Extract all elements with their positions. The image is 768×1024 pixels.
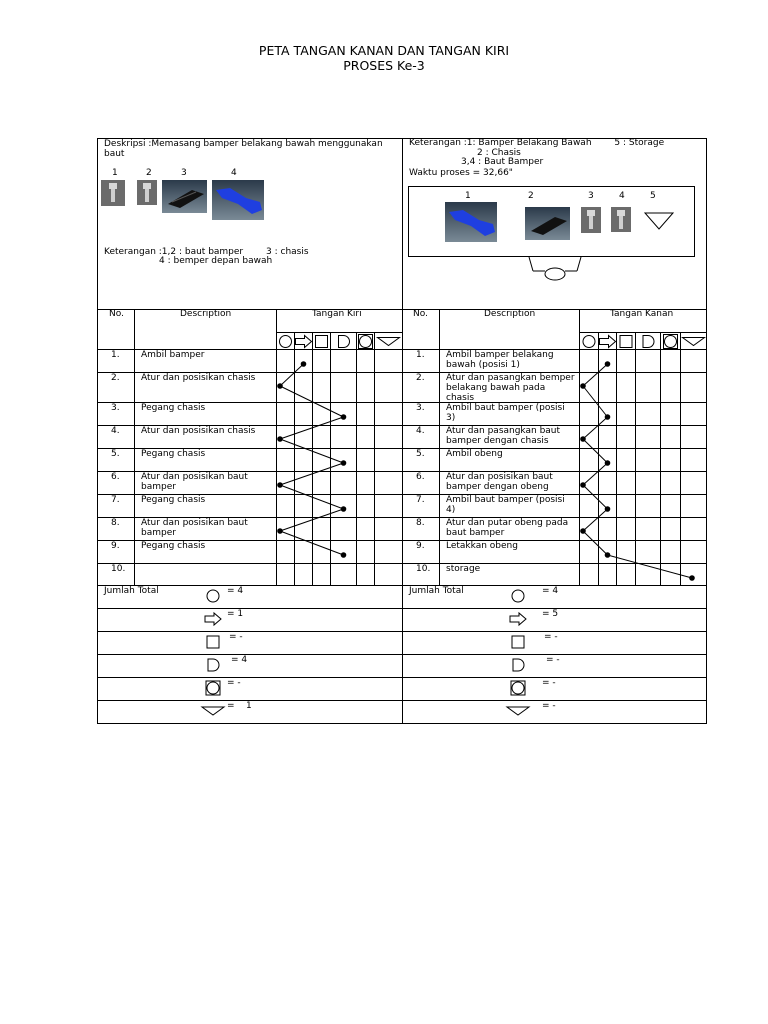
part-number-1: 1 [112, 168, 118, 178]
right-row-number: 6. [416, 471, 425, 482]
left-flow-point [277, 482, 283, 488]
left-row-number: 9. [111, 540, 120, 551]
left-flow-point [277, 436, 283, 442]
left-flow-segment [280, 386, 344, 417]
left-total-delay-d-icon [208, 659, 219, 671]
left-row-number: 4. [111, 425, 120, 436]
left-col-desc: Description [180, 309, 232, 319]
right-total-value: = - [542, 701, 556, 711]
right-row-number: 7. [416, 494, 425, 505]
right-total-transport-arrow-icon [510, 613, 526, 625]
left-total-storage-triangle-icon [202, 707, 224, 715]
right-total-inspection-square-icon [512, 636, 524, 648]
right-row-description: Ambil bamper belakang bawah (posisi 1) [446, 349, 554, 370]
left-header-delay-d-icon [339, 336, 350, 348]
left-total-value: = - [229, 632, 243, 642]
right-total-value: = 5 [542, 609, 559, 619]
right-row-description: Atur dan posisikan baut bamper dengan obeng [446, 471, 553, 492]
left-total-combined-operation-icon [206, 681, 220, 695]
left-total-label: Jumlah Total [104, 586, 159, 596]
right-legend-2: 2 : Chasis [477, 148, 521, 158]
page-title: PETA TANGAN KANAN DAN TANGAN KIRI [258, 43, 510, 58]
right-flow-point [580, 383, 586, 389]
right-total-value: = 4 [542, 586, 559, 596]
left-flow-point [277, 528, 283, 534]
left-row-number: 10. [111, 563, 126, 574]
right-total-value: = - [546, 655, 560, 665]
left-flow-point [341, 506, 347, 512]
left-row-description: Atur dan posisikan chasis [141, 372, 256, 383]
left-total-value: = 1 [227, 701, 252, 711]
right-row-description: storage [446, 563, 481, 574]
left-header-storage-triangle-icon [378, 338, 400, 346]
rpart-number-3: 3 [588, 191, 594, 201]
right-row-number: 1. [416, 349, 425, 360]
right-row-description: Atur dan pasangkan bemper belakang bawah pada chasis [446, 372, 575, 403]
left-total-transport-arrow-icon [205, 613, 221, 625]
left-flow-segment [280, 463, 344, 485]
left-total-value: = - [227, 678, 241, 688]
left-row-description: Pegang chasis [141, 448, 206, 459]
right-flow-point [605, 361, 611, 367]
right-total-label: Jumlah Total [409, 586, 464, 596]
left-flow-segment [280, 439, 344, 463]
left-row-number: 8. [111, 517, 120, 528]
left-row-number: 5. [111, 448, 120, 459]
right-total-delay-d-icon [513, 659, 524, 671]
right-flow-point [605, 414, 611, 420]
right-row-number: 4. [416, 425, 425, 436]
left-flow-point [277, 383, 283, 389]
left-total-operation-circle-icon [207, 590, 219, 602]
right-row-description: Atur dan pasangkan baut bamper dengan chasis [446, 425, 561, 446]
right-flow-segment [583, 386, 608, 417]
right-flow-segment [583, 439, 608, 463]
left-row-description: Atur dan posisikan chasis [141, 425, 256, 436]
left-flow-segment [280, 531, 344, 555]
left-flow-segment [280, 485, 344, 509]
part-number-2: 2 [146, 168, 152, 178]
right-flow-segment [583, 463, 608, 485]
right-hand-header: Tangan Kanan [610, 309, 674, 319]
left-row-description: Atur dan posisikan baut bamper [141, 471, 248, 492]
left-row-number: 2. [111, 372, 120, 383]
right-row-number: 3. [416, 402, 425, 413]
right-flow-point [605, 552, 611, 558]
right-row-description: Ambil obeng [446, 448, 503, 459]
right-flow-point [580, 482, 586, 488]
left-legend-2: 4 : bemper depan bawah [159, 256, 273, 266]
process-time: Waktu proses = 32,66" [409, 168, 513, 178]
left-description: Deskripsi :Memasang bamper belakang bawah menggunakan baut [104, 139, 383, 159]
part-number-4: 4 [231, 168, 237, 178]
right-header-storage-triangle-icon [683, 338, 705, 346]
left-row-description: Atur dan posisikan baut bamper [141, 517, 248, 538]
right-row-number: 2. [416, 372, 425, 383]
right-row-description: Ambil baut bamper (posisi 4) [446, 494, 565, 515]
left-header-combined-operation-icon [359, 335, 373, 349]
right-header-inspection-square-icon [620, 336, 632, 348]
page-subtitle: PROSES Ke-3 [343, 58, 425, 73]
right-col-desc: Description [484, 309, 536, 319]
left-total-inspection-square-icon [207, 636, 219, 648]
right-row-description: Ambil baut bamper (posisi 3) [446, 402, 565, 423]
left-legend-1: Keterangan :1,2 : baut bamper 3 : chasis [104, 247, 309, 257]
part-number-3: 3 [181, 168, 187, 178]
right-flow-segment [583, 531, 608, 555]
left-row-number: 6. [111, 471, 120, 482]
left-total-value: = 4 [227, 586, 244, 596]
left-flow-point [341, 460, 347, 466]
left-row-description: Pegang chasis [141, 402, 206, 413]
left-row-description: Pegang chasis [141, 494, 206, 505]
right-legend-3: 3,4 : Baut Bamper [461, 157, 544, 167]
left-flow-point [341, 552, 347, 558]
rpart-number-1: 1 [465, 191, 471, 201]
right-header-combined-operation-icon [664, 335, 678, 349]
left-flow-point [301, 361, 307, 367]
left-total-value: = 4 [231, 655, 248, 665]
left-header-transport-arrow-icon [296, 336, 312, 348]
left-row-number: 7. [111, 494, 120, 505]
right-flow-segment [583, 417, 608, 439]
right-flow-point [580, 436, 586, 442]
right-header-operation-circle-icon [583, 336, 595, 348]
right-flow-segment [583, 485, 608, 509]
right-total-value: = - [544, 632, 558, 642]
left-flow-segment [280, 417, 344, 439]
right-row-number: 8. [416, 517, 425, 528]
left-col-no: No. [109, 309, 124, 319]
right-total-combined-operation-icon [511, 681, 525, 695]
left-header-inspection-square-icon [316, 336, 328, 348]
right-flow-point [605, 506, 611, 512]
right-header-delay-d-icon [643, 336, 654, 348]
right-flow-point [605, 460, 611, 466]
right-row-description: Atur dan putar obeng pada baut bamper [446, 517, 569, 538]
right-row-number: 5. [416, 448, 425, 459]
left-flow-segment [280, 509, 344, 531]
right-flow-point [689, 575, 695, 581]
right-col-no: No. [413, 309, 428, 319]
left-hand-header: Tangan Kiri [312, 309, 362, 319]
right-row-number: 10. [416, 563, 431, 574]
left-header-operation-circle-icon [280, 336, 292, 348]
right-flow-segment [583, 364, 608, 386]
right-total-value: = - [542, 678, 556, 688]
right-row-description: Letakkan obeng [446, 540, 518, 551]
left-row-number: 3. [111, 402, 120, 413]
rpart-number-2: 2 [528, 191, 534, 201]
left-row-description: Pegang chasis [141, 540, 206, 551]
right-flow-segment [583, 509, 608, 531]
right-flow-segment [608, 555, 693, 578]
left-row-number: 1. [111, 349, 120, 360]
rpart-number-4: 4 [619, 191, 625, 201]
right-flow-point [580, 528, 586, 534]
left-flow-segment [280, 364, 304, 386]
left-row-description: Ambil bamper [141, 349, 205, 360]
right-total-storage-triangle-icon [507, 707, 529, 715]
left-flow-point [341, 414, 347, 420]
right-header-transport-arrow-icon [600, 336, 616, 348]
rpart-number-5: 5 [650, 191, 656, 201]
right-total-operation-circle-icon [512, 590, 524, 602]
right-row-number: 9. [416, 540, 425, 551]
right-legend-1: Keterangan :1: Bamper Belakang Bawah 5 : Storage [409, 138, 665, 148]
left-total-value: = 1 [227, 609, 244, 619]
